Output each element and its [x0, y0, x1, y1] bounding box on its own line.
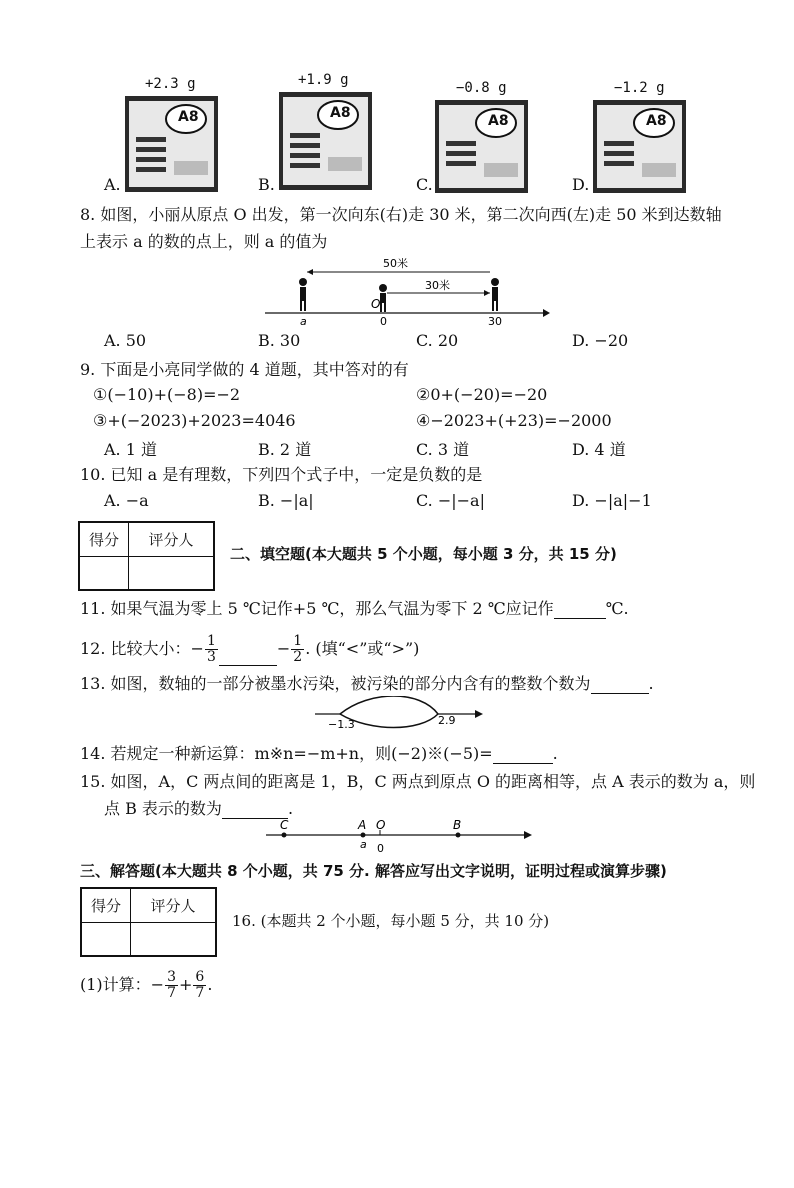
q13-text: 13. 如图，数轴的一部分被墨水污染，被污染的部分内含有的整数个数为 — [80, 674, 591, 693]
q12-answer-blank[interactable] — [219, 665, 277, 666]
q9-item-3: ③+(−2023)+2023=4046 — [93, 411, 296, 430]
q8-option-a: A. 50 — [104, 331, 147, 350]
tick-label-a: a — [360, 838, 367, 851]
option-letter-b: B. — [258, 175, 275, 194]
q12-suffix: . (填“<”或“>”) — [305, 639, 420, 658]
weight-label-d: −1.2 g — [614, 80, 665, 96]
brand-logo-b: A8 — [330, 105, 351, 121]
q9-item-4: ④−2023+(+23)=−2000 — [416, 411, 612, 430]
package-image-a — [124, 95, 219, 187]
point-a — [361, 833, 366, 838]
grader-cell[interactable] — [131, 922, 217, 956]
label-a: A — [358, 818, 367, 832]
label-origin-o: O — [371, 297, 381, 311]
q12-line — [80, 632, 419, 666]
q9-item-1: ①(−10)+(−8)=−2 — [93, 385, 241, 404]
q15-number-line-figure — [262, 816, 537, 854]
package-image-d — [592, 99, 687, 191]
label-c: C — [280, 818, 289, 832]
point-c — [282, 833, 287, 838]
grader-label: 评分人 — [129, 522, 215, 556]
score-cell[interactable] — [81, 922, 131, 956]
score-label: 得分 — [79, 522, 129, 556]
q14-text: 14. 若规定一种新运算：m※n=−m+n，则(−2)※(−5)= — [80, 744, 493, 763]
q12-mid-minus: − — [276, 639, 291, 658]
q10-option-b: B. −|a| — [258, 491, 314, 510]
option-letter-c: C. — [416, 175, 433, 194]
tick-label-a: a — [300, 315, 307, 326]
q14-answer-blank[interactable] — [493, 763, 553, 764]
q11-text: 11. 如果气温为零上 5 ℃记作+5 ℃，那么气温为零下 2 ℃应记作 — [80, 599, 554, 618]
q13-ink-stain-figure — [310, 696, 485, 736]
q13-label-left: −1.3 — [328, 718, 355, 731]
q11-answer-blank[interactable] — [554, 618, 606, 619]
q11-unit: ℃. — [605, 599, 629, 618]
q16-sub1-prefix: (1)计算：− — [80, 975, 165, 994]
q16-plus: + — [179, 975, 193, 994]
q16-fraction-2: $\frac{6}{7}$ — [195, 969, 205, 1001]
label-b: B — [453, 818, 462, 832]
weight-label-a: +2.3 g — [145, 76, 196, 92]
tick-label-0: 0 — [377, 842, 384, 854]
q11-line — [80, 599, 629, 619]
weight-label-c: −0.8 g — [456, 80, 507, 96]
q16-text: 16. (本题共 2 个小题，每小题 5 分，共 10 分) — [232, 912, 550, 930]
tick-label-30: 30 — [488, 315, 502, 326]
q15-text-line2: 点 B 表示的数为 — [104, 799, 222, 818]
tick-label-0: 0 — [380, 315, 387, 326]
label-50m: 50米 — [383, 258, 408, 270]
q13-line: 13. 如图，数轴的一部分被墨水污染，被污染的部分内含有的整数个数为 . — [80, 674, 654, 693]
q8-option-c: C. 20 — [416, 331, 459, 350]
score-label: 得分 — [81, 888, 131, 922]
q15-line2: 点 B 表示的数为 . — [104, 799, 294, 818]
q9-option-c: C. 3 道 — [416, 440, 470, 459]
point-b — [456, 833, 461, 838]
q10-text: 10. 已知 a 是有理数，下列四个式子中，一定是负数的是 — [80, 465, 483, 484]
q8-number-line-figure — [255, 258, 550, 326]
option-letter-d: D. — [572, 175, 590, 194]
score-box-section2 — [78, 521, 215, 591]
person-icon — [491, 278, 499, 311]
brand-logo-d: A8 — [646, 113, 667, 129]
q9-item-2: ②0+(−20)=−20 — [416, 385, 548, 404]
brand-logo-c: A8 — [488, 113, 509, 129]
grader-label: 评分人 — [131, 888, 217, 922]
q8-option-d: D. −20 — [572, 331, 629, 350]
person-icon — [299, 278, 307, 311]
q16-fraction-1: $\frac{3}{7}$ — [167, 969, 176, 1001]
grader-cell[interactable] — [129, 556, 215, 590]
section3-title: 三、解答题(本大题共 8 个小题，共 75 分. 解答应写出文字说明，证明过程或演算步骤) — [80, 862, 667, 880]
score-cell[interactable] — [79, 556, 129, 590]
q12-prefix: 12. 比较大小：− — [80, 639, 204, 658]
option-letter-a: A. — [104, 175, 121, 194]
label-o: O — [376, 818, 386, 832]
weight-label-b: +1.9 g — [298, 72, 349, 88]
q12-fraction-1: $\frac{1}{3}$ — [206, 633, 216, 665]
q9-option-b: B. 2 道 — [258, 440, 312, 459]
section2-title: 二、填空题(本大题共 5 个小题，每小题 3 分，共 15 分) — [230, 545, 617, 563]
q12-fraction-2: $\frac{1}{2}$ — [293, 633, 303, 665]
q13-label-right: 2.9 — [438, 714, 456, 727]
q9-option-a: A. 1 道 — [104, 440, 157, 459]
q10-option-a: A. −a — [104, 491, 149, 510]
package-image-c — [434, 99, 529, 191]
package-image-b — [278, 91, 373, 183]
q8-option-b: B. 30 — [258, 331, 301, 350]
q8-text-line1: 8. 如图，小丽从原点 O 出发，第一次向东(右)走 30 米，第二次向西(左)走 50 米到达数轴 — [80, 205, 722, 224]
q10-option-d: D. −|a|−1 — [572, 491, 652, 510]
q16-sub1-line: (1)计算：− $\frac{3}{7}$ + $\frac{6}{7}$ . — [80, 969, 213, 1001]
q9-text: 9. 下面是小亮同学做的 4 道题，其中答对的有 — [80, 360, 409, 379]
q8-text-line2: 上表示 a 的数的点上，则 a 的值为 — [80, 232, 328, 251]
q14-line: 14. 若规定一种新运算：m※n=−m+n，则(−2)※(−5)= . — [80, 744, 558, 763]
q8-axis-arrow — [543, 309, 550, 317]
q10-option-c: C. −|−a| — [416, 491, 485, 510]
brand-logo-a: A8 — [178, 109, 199, 125]
label-30m: 30米 — [425, 279, 450, 292]
q9-option-d: D. 4 道 — [572, 440, 626, 459]
q15-text-line1: 15. 如图，A，C 两点间的距离是 1，B，C 两点到原点 O 的距离相等，点 A 表示的数为 a，则 — [80, 772, 756, 791]
q13-answer-blank[interactable] — [591, 693, 649, 694]
score-box-q16 — [80, 887, 217, 957]
